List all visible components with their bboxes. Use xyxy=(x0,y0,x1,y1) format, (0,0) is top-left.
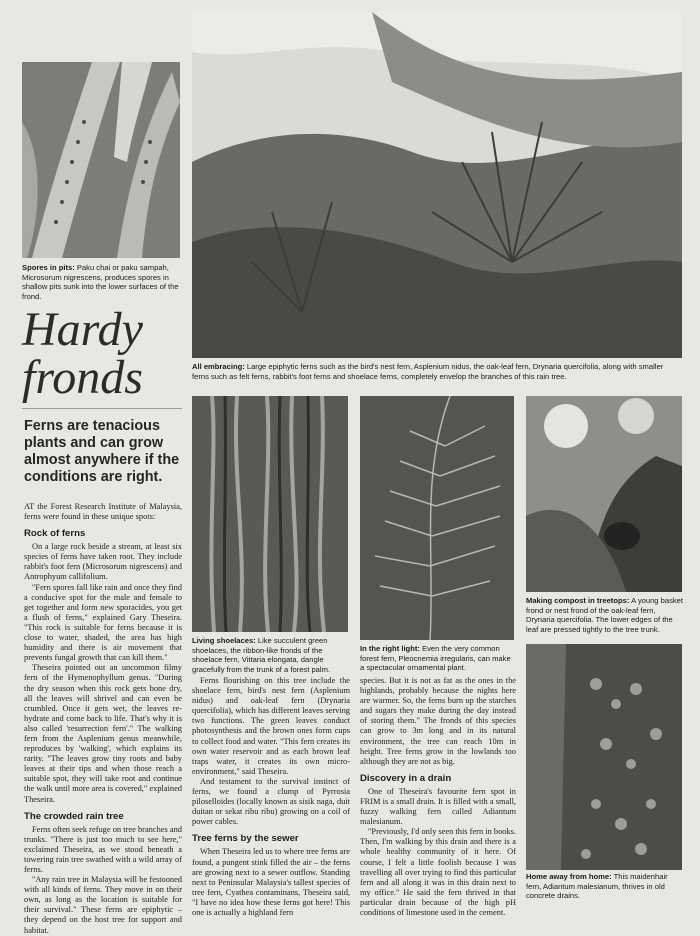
caption-right-light xyxy=(360,644,516,673)
body-column-1 xyxy=(24,502,182,936)
caption-all-embracing xyxy=(192,362,682,381)
caption-embracing-body: Large epiphytic ferns such as the bird's nest fern, Asplenium nidus, the oak-leaf fern, Drynaria quercifolia, along with smaller ferns such as felt ferns, rabbit's foot ferns and shoelace ferns, completely envelop the branches of this rain tree. xyxy=(192,362,664,381)
caption-compost xyxy=(526,596,684,634)
col2-para-3: When Theseira led us to where tree ferns are found, a pungent stink filled the air – the ferns are growing next to a sewer outflow. Standing next to Peninsular Malaysia's tallest species of tree fern, Cyathea contaminans, Theseira said, "I have no idea how these ferns got here! This one is actually a highland fern xyxy=(192,847,350,917)
body-column-3 xyxy=(360,676,516,918)
col3-para-2: One of Theseira's favourite fern spot in FRIM is a small drain. It is filled with a small, fuzzy walking fern called Adiantum malesianum. xyxy=(360,786,516,827)
col1-para-2: "Fern spores fall like rain and once they find a conducive spot for the male and female to get together and form new sporacides, you get a flush of ferns," explained Gary Theseira. "This rock is suitable for ferns because it is close to water, shaded, the area has high humidity and there is air movement that prevents fungal growth that can kill them." xyxy=(24,582,182,663)
article-headline xyxy=(22,303,143,404)
caption-spores-head: Spores in pits: xyxy=(22,263,75,272)
col3-para-1: species. But it is not as fat as the ones in the highlands, probably because the nights here are warmer. So, the ferns burn up the starches and sugars they make during the day instead of storing them." The fronds of this species can grow to 3m long and in its natural environment, the tree can reach 10m in height. Tree ferns grow in the lowlands too although they are not as big. xyxy=(360,676,516,766)
col1-para-4: Ferns often seek refuge on tree branches and trunks. "There is just too much to see here," exclaimed Theseira, as we stood beneath a towering rain tree swathed with a wild array of ferns. xyxy=(24,824,182,874)
caption-maidenhair xyxy=(526,872,684,901)
subhead-rock-of-ferns: Rock of ferns xyxy=(24,528,86,540)
subhead-discovery-drain: Discovery in a drain xyxy=(360,772,452,784)
col1-para-1: On a large rock beside a stream, at least six species of ferns have taken root. They include rabbit's foot fern (Microsorum nigrescens) and Antrophyum callifolium. xyxy=(24,542,182,582)
col2-para-1: Ferns flourishing on this tree include the shoelace fern, bird's nest fern (Asplenium nidus) and oak-leaf fern (Drynaria quercifolia), which has different leaves serving two functions. The green leaves conduct photosynthesis and the brown ones form cups to collect food and water. "This fern creates its own water reservoir and as each brown leaf traps water, it creates its own micro-environment," said Theseira. xyxy=(192,676,350,776)
col1-para-3: Theseira pointed out an uncommon filmy fern of the Hymenophyllum genus. "During the dry season when this rock gets bone dry, all the leaves will shrivel and can even be crumbled. Once it gets wet, the leaves re-hydrate and come back to life. That's why it is also called 'resurrection fern'." The walking fern from the Asplenium genus meanwhile, reproduces by 'walking', which explains its rarity. "The leaves grow tiny roots and baby leaves at their tips and when those reach a suitable spot, they will take root and continue the walk until more area is covered," explained Theseira. xyxy=(24,663,182,804)
headline-line-2: fronds xyxy=(22,351,143,404)
col2-para-2: And testament to the survival instinct of ferns, we found a clump of Pyrrosia piloselloides (locally known as sisik naga, duit duitan or sekat ribu ribu) growing on a coil of power cables. xyxy=(192,776,350,827)
photo-shoelace-fern xyxy=(192,396,348,632)
caption-compost-head: Making compost in treetops: xyxy=(526,596,630,605)
caption-rightlight-body: Even the very common forest fern, Pleocnemia irregularis, can make a spectacular ornamental plant. xyxy=(360,644,511,673)
photo-forest-fern xyxy=(360,396,514,640)
photo-rain-tree-canopy xyxy=(192,12,682,358)
col1-intro: AT the Forest Research Institute of Malaysia, ferns were found in these unique spots: xyxy=(24,502,182,522)
caption-shoelaces-body: Like succulent green shoelaces, the ribbon-like fronds of the shoelace fern, Vittaria elongata, dangle gracefully from the trunk of a forest palm. xyxy=(192,636,331,674)
body-column-2 xyxy=(192,676,350,918)
col1-para-5: "Any rain tree in Malaysia will be festooned with all kinds of ferns. They move in on their own, as long as the location is suitable for their survival." These ferns are epiphytic – they depend on the host tree for support and habitat. xyxy=(24,875,182,935)
caption-compost-body: A young basket frond or nest frond of the oak-leaf fern, Drynaria quercifolia. The lower edges of the leaf are pressed tightly to the tree trunk. xyxy=(526,596,683,634)
caption-spores-body: Paku chai or paku sampah, Microsorum nigrescens, produces spores in shallow pits sunk into the lower surfaces of the frond. xyxy=(22,263,179,301)
caption-shoelaces-head: Living shoelaces: xyxy=(192,636,256,645)
caption-shoelaces xyxy=(192,636,350,674)
caption-embracing-head: All embracing: xyxy=(192,362,245,371)
col3-para-3: "Previously, I'd only seen this fern in books. Then, I'm walking by this drain and there is a whole healthy community of it here. Of course, I felt a little foolish because I was travelling all over trying to find this particular fern and all along it was in this drain next to my office." He said the fern thrived in that particular drain because of the high pH conditions of limestone used in the cement. xyxy=(360,827,516,917)
photo-spores-frond xyxy=(22,62,180,258)
article-standfirst: Ferns are tenacious plants and can grow almost anywhere if the conditions are right. xyxy=(24,418,180,485)
subhead-tree-ferns-sewer: Tree ferns by the sewer xyxy=(192,833,299,845)
photo-treetop-fern xyxy=(526,396,682,592)
photo-maidenhair-drain xyxy=(526,644,682,870)
caption-maidenhair-body: This maidenhair fern, Adiantum malesianum, thrives in old concrete drains. xyxy=(526,872,668,901)
subhead-crowded-rain-tree: The crowded rain tree xyxy=(24,810,124,822)
headline-line-1: Hardy xyxy=(22,303,143,356)
caption-spores xyxy=(22,263,182,301)
caption-maidenhair-head: Home away from home: xyxy=(526,872,612,881)
headline-rule xyxy=(22,408,182,409)
caption-rightlight-head: In the right light: xyxy=(360,644,420,653)
